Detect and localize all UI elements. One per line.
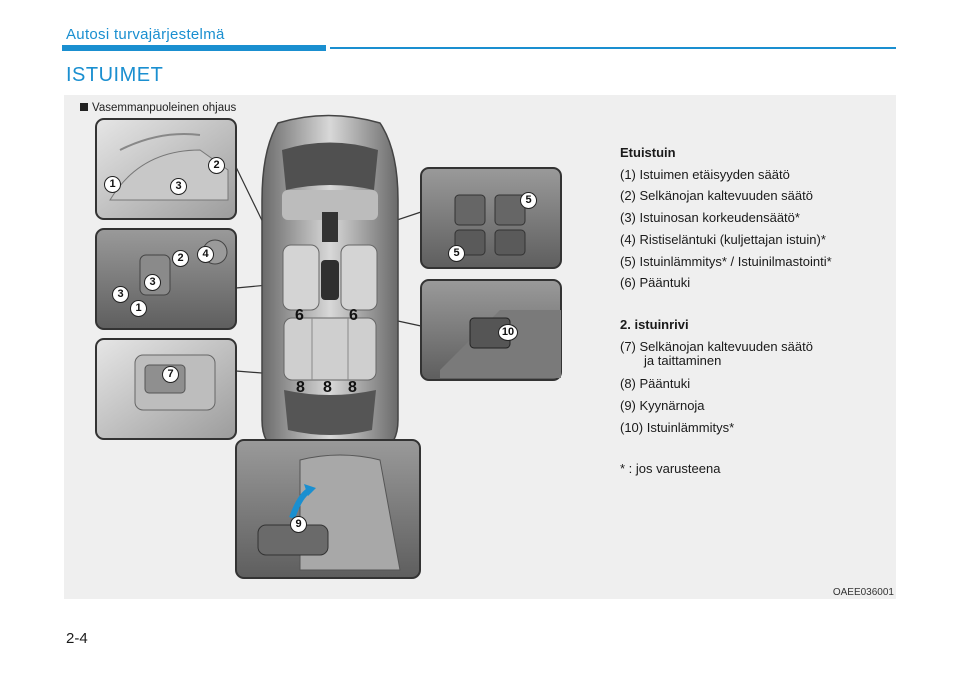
panel-armrest <box>236 440 420 578</box>
legend-item: (6) Pääntuki <box>620 275 691 291</box>
callout-1: 1 <box>104 176 121 193</box>
section-title: ISTUIMET <box>66 64 164 86</box>
callout-3: 3 <box>170 178 187 195</box>
legend-item: (1) Istuimen etäisyyden säätö <box>620 166 790 182</box>
legend-item: (7) Selkänojan kaltevuuden säätö <box>620 338 813 354</box>
callout-3c: 3 <box>112 286 129 303</box>
legend-front-heading: Etuistuin <box>620 145 676 160</box>
callout-9: 9 <box>290 516 307 533</box>
panel-rear-lever <box>96 339 236 439</box>
legend-footnote: * : jos varusteena <box>620 461 721 477</box>
legend-item: (5) Istuinlämmitys* / Istuinilmastointi* <box>620 253 832 269</box>
page-number: 2-4 <box>66 630 88 647</box>
legend-item: (8) Pääntuki <box>620 376 691 392</box>
legend-item: (9) Kyynärnoja <box>620 398 705 414</box>
callout-3b: 3 <box>144 274 161 291</box>
figure-caption-text: Vasemmanpuoleinen ohjaus <box>92 102 237 114</box>
chapter-title: Autosi turvajärjestelmä <box>66 26 225 43</box>
panel-heater-switches <box>421 168 561 268</box>
callout-8c: 8 <box>348 379 357 396</box>
callout-8b: 8 <box>323 379 332 396</box>
car-top-view <box>262 116 398 453</box>
callout-8a: 8 <box>296 379 305 396</box>
callout-2: 2 <box>208 157 225 174</box>
callout-1b: 1 <box>130 300 147 317</box>
legend-item-continuation: ja taittaminen <box>644 353 722 369</box>
callout-6b: 6 <box>349 307 358 324</box>
figure-code: OAEE036001 <box>832 587 894 598</box>
seat-legend <box>620 142 890 480</box>
legend-rear-heading: 2. istuinrivi <box>620 316 689 332</box>
legend-item: (3) Istuinosan korkeudensäätö* <box>620 210 800 226</box>
panel-seat-controls <box>96 229 236 329</box>
legend-item: (4) Ristiseläntuki (kuljettajan istuin)* <box>620 231 826 247</box>
callout-5a: 5 <box>520 192 537 209</box>
callout-10: 10 <box>498 324 518 341</box>
callout-2b: 2 <box>172 250 189 267</box>
panel-rear-heater <box>421 280 561 380</box>
callout-4: 4 <box>197 246 214 263</box>
callout-5b: 5 <box>448 245 465 262</box>
legend-item: (10) Istuinlämmitys* <box>620 419 735 435</box>
legend-item: (2) Selkänojan kaltevuuden säätö <box>620 188 813 204</box>
callout-6a: 6 <box>295 307 304 324</box>
callout-7: 7 <box>162 366 179 383</box>
